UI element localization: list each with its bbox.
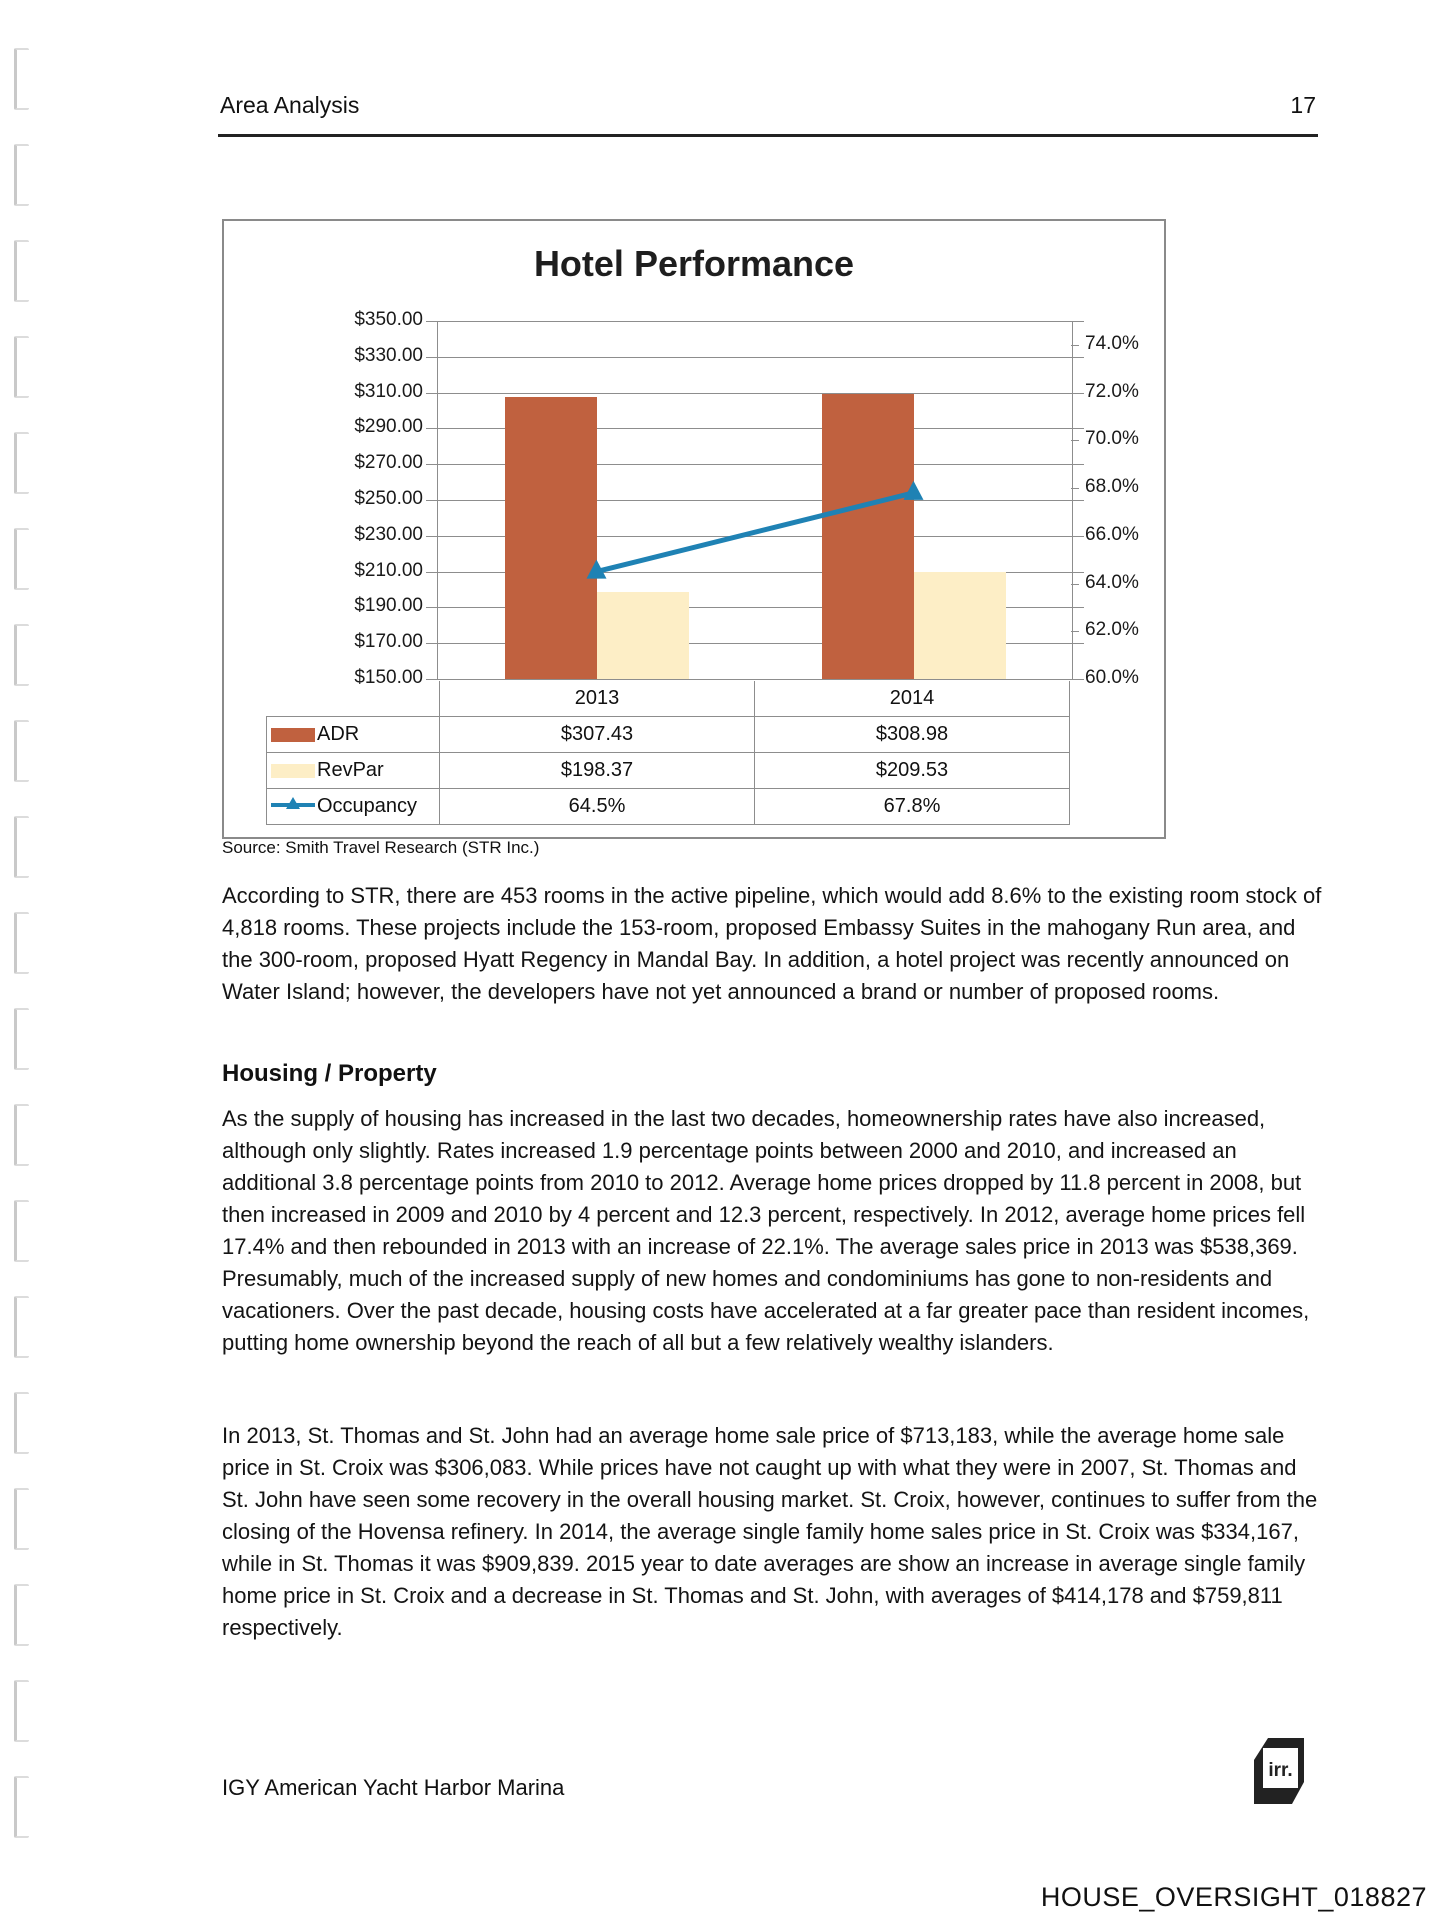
y-tick-label: $230.00	[354, 523, 423, 545]
series-label: ADR	[317, 723, 360, 745]
y-tick-label: $310.00	[354, 380, 423, 402]
y-tick-label: $170.00	[354, 631, 423, 653]
y2-tick-label: 68.0%	[1085, 476, 1139, 498]
table-cell: 64.5%	[440, 789, 755, 825]
footer-property-name: IGY American Yacht Harbor Marina	[222, 1775, 565, 1800]
paragraph-hotel-pipeline: According to STR, there are 453 rooms in the active pipeline, which would add 8.6% to the existing room stock of 4,818 rooms. These projects include the 153-room, proposed Embassy Suites in the mahogany Run area, and the 300-room, proposed Hyatt Regency in Mandal Bay. In addition, a hotel project was recently announced on Water Island; however, the developers have not yet announced a brand or number of proposed rooms.	[222, 883, 1322, 1004]
binding-hole	[14, 1200, 29, 1262]
chart-title: Hotel Performance	[533, 243, 855, 284]
table-cell: $209.53	[755, 753, 1070, 789]
binding-hole	[14, 816, 29, 878]
binding-hole	[14, 144, 29, 206]
section-title: Area Analysis	[220, 92, 360, 118]
y2-tick-label: 74.0%	[1085, 332, 1139, 354]
table-row	[267, 717, 1070, 753]
bates-number: HOUSE_OVERSIGHT_018827	[1040, 1882, 1427, 1912]
y2-tick-label: 62.0%	[1085, 619, 1139, 641]
binding-hole	[14, 240, 29, 302]
svg-text:irr.: irr.	[1268, 1760, 1293, 1781]
y-tick-label: $270.00	[354, 452, 423, 474]
table-row	[267, 789, 1070, 825]
binding-hole	[14, 48, 29, 110]
page-number: 17	[1290, 92, 1316, 118]
y-tick-label: $250.00	[354, 488, 423, 509]
y-tick-label: $330.00	[354, 344, 423, 366]
category-label: 2013	[440, 681, 755, 717]
binding-hole	[14, 912, 29, 974]
chart-data-table	[266, 681, 1070, 825]
table-row	[267, 753, 1070, 789]
binding-hole	[14, 1680, 29, 1742]
binding-hole	[14, 624, 29, 686]
plot-area	[437, 321, 1073, 679]
y-tick-label: $190.00	[354, 595, 423, 617]
table-cell: $307.43	[440, 717, 755, 753]
occupancy-legend-line-icon	[271, 795, 315, 818]
revpar-legend-swatch-icon	[271, 764, 315, 778]
series-label: Occupancy	[317, 794, 418, 817]
category-label: 2014	[755, 681, 1070, 717]
binding-hole	[14, 1008, 29, 1070]
binding-hole	[14, 1104, 29, 1166]
adr-legend-swatch-icon	[271, 728, 315, 742]
occupancy-line	[438, 321, 1072, 679]
binding-hole	[14, 1488, 29, 1550]
table-cell: 67.8%	[755, 789, 1070, 825]
paragraph-home-prices: In 2013, St. Thomas and St. John had an average home sale price of $713,183, while the average home sale price in St. Croix was $306,083. While prices have not caught up with what they were in 2007, St. Thomas and St. John have seen some recovery in the overall housing market. St. Croix, however, continues to suffer from the closing of the Hovensa refinery. In 2014, the average single family home sales price in St. Croix was $334,167, while in St. Thomas it was $909,839. 2015 year to date averages are show an increase in average single family home price in St. Croix and a decrease in St. Thomas and St. John, with averages of $414,178 and $759,811 respectively.	[222, 1423, 1318, 1640]
gridline	[426, 679, 1084, 680]
y-tick-label: $150.00	[354, 667, 423, 688]
y-tick-label: $290.00	[354, 416, 423, 438]
binding-hole	[14, 1392, 29, 1454]
y2-tick-label: 70.0%	[1085, 428, 1139, 450]
y-tick-label: $350.00	[354, 309, 423, 330]
y2-tick-label: 64.0%	[1085, 571, 1139, 593]
table-cell: $308.98	[755, 717, 1070, 753]
header-rule	[218, 134, 1318, 137]
binding-hole	[14, 432, 29, 494]
paragraph-housing-supply: As the supply of housing has increased in the last two decades, homeownership rates have also increased, although only slightly. Rates increased 1.9 percentage points between 2000 and 2010, and increased an additional 3.8 percentage points from 2010 to 2012. Average home prices dropped by 11.8 percent in 2008, but then increased in 2009 and 2010 by 4 percent and 12.3 percent, respectively. In 2012, average home prices fell 17.4% and then rebounded in 2013 with an increase of 22.1%. The average sales price in 2013 was $538,369. Presumably, much of the increased supply of new homes and condominiums has gone to non-residents and vacationers. Over the past decade, housing costs have accelerated at a far greater pace than resident incomes, putting home ownership beyond the reach of all but a few relatively wealthy islanders.	[222, 1106, 1310, 1355]
y2-tick-label: 72.0%	[1085, 380, 1139, 402]
triangle-marker-icon	[904, 481, 924, 500]
binding-hole	[14, 528, 29, 590]
y2-tick-label: 66.0%	[1085, 523, 1139, 545]
hotel-performance-chart	[222, 219, 1166, 839]
y2-tick-label: 60.0%	[1085, 667, 1139, 688]
binding-hole	[14, 336, 29, 398]
chart-source: Source: Smith Travel Research (STR Inc.)	[222, 838, 540, 857]
binding-hole	[14, 1776, 29, 1838]
table-cell: $198.37	[440, 753, 755, 789]
binding-hole	[14, 720, 29, 782]
binding-hole	[14, 1296, 29, 1358]
irr-logo-icon	[1246, 1736, 1314, 1806]
binding-hole	[14, 1584, 29, 1646]
y-tick-label: $210.00	[354, 559, 423, 581]
section-heading-housing: Housing / Property	[222, 1060, 437, 1087]
series-label: RevPar	[317, 759, 384, 781]
